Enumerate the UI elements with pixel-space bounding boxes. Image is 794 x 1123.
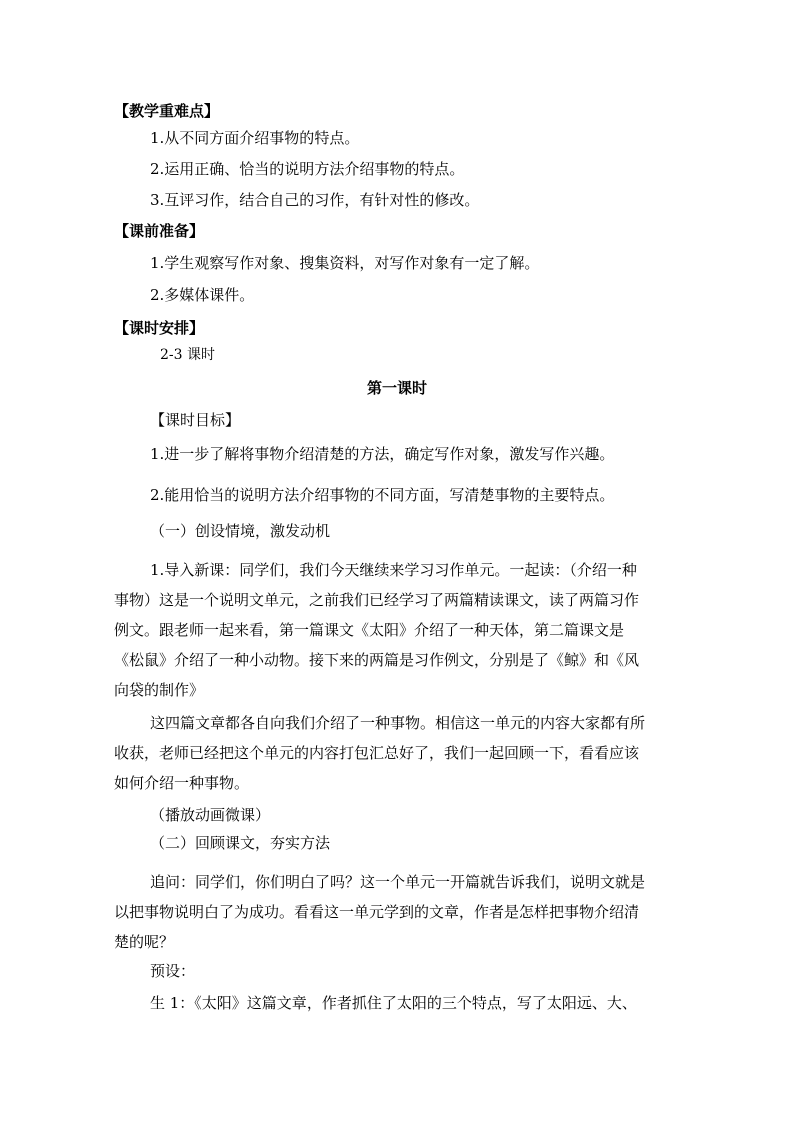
part1-paragraph2-line1: 这四篇文章都各自向我们介绍了一种事物。相信这一单元的内容大家都有所 (150, 714, 646, 732)
part1-paragraph1-line2: 事物）这是一个说明文单元，之前我们已经学习了两篇精读课文，读了两篇习作 (114, 591, 640, 609)
part2-heading: （二）回顾课文，夯实方法 (150, 834, 331, 852)
part1-paragraph1-line5: 向袋的制作》 (114, 681, 205, 699)
part2-paragraph-line2: 以把事物说明白了为成功。看看这一单元学到的文章，作者是怎样把事物介绍清 (114, 903, 640, 921)
part1-note: （播放动画微课） (150, 806, 271, 824)
part2-preset: 预设： (150, 962, 196, 980)
objectives-heading: 【课时目标】 (150, 411, 241, 429)
section-heading-schedule: 【课时安排】 (114, 319, 205, 337)
part2-paragraph-line1: 追问：同学们，你们明白了吗？这一个单元一开篇就告诉我们，说明文就是 (150, 873, 646, 891)
part1-paragraph2-line2: 收获，老师已经把这个单元的内容打包汇总好了，我们一起回顾一下，看看应该 (114, 744, 640, 762)
part1-paragraph1-line1: 1.导入新课：同学们，我们今天继续来学习习作单元。一起读：（介绍一种 (150, 561, 637, 579)
part2-paragraph-line3: 楚的呢？ (114, 933, 175, 951)
preparation-item-1: 1.学生观察写作对象、搜集资料，对写作对象有一定了解。 (150, 254, 540, 272)
key-point-1: 1.从不同方面介绍事物的特点。 (150, 129, 360, 147)
part1-paragraph1-line3: 例文。跟老师一起来看，第一篇课文《太阳》介绍了一种天体，第二篇课文是 (114, 621, 625, 639)
objective-2: 2.能用恰当的说明方法介绍事物的不同方面，写清楚事物的主要特点。 (150, 486, 615, 504)
key-point-3: 3.互评习作，结合自己的习作，有针对性的修改。 (150, 191, 480, 209)
objective-1: 1.进一步了解将事物介绍清楚的方法，确定写作对象，激发写作兴趣。 (150, 445, 615, 463)
part1-paragraph2-line3: 如何介绍一种事物。 (114, 774, 250, 792)
lesson-title: 第一课时 (366, 379, 427, 397)
key-point-2: 2.运用正确、恰当的说明方法介绍事物的特点。 (150, 160, 465, 178)
part1-heading: （一）创设情境，激发动机 (150, 522, 331, 540)
part1-paragraph1-line4: 《松鼠》介绍了一种小动物。接下来的两篇是习作例文，分别是了《鲸》和《风 (114, 651, 640, 669)
section-heading-key-points: 【教学重难点】 (114, 102, 220, 120)
section-heading-preparation: 【课前准备】 (114, 222, 205, 240)
part2-student-answer: 生 1：《太阳》这篇文章，作者抓住了太阳的三个特点，写了太阳远、大、 (150, 994, 637, 1012)
schedule-text: 2-3 课时 (160, 347, 215, 363)
preparation-item-2: 2.多媒体课件。 (150, 286, 255, 304)
